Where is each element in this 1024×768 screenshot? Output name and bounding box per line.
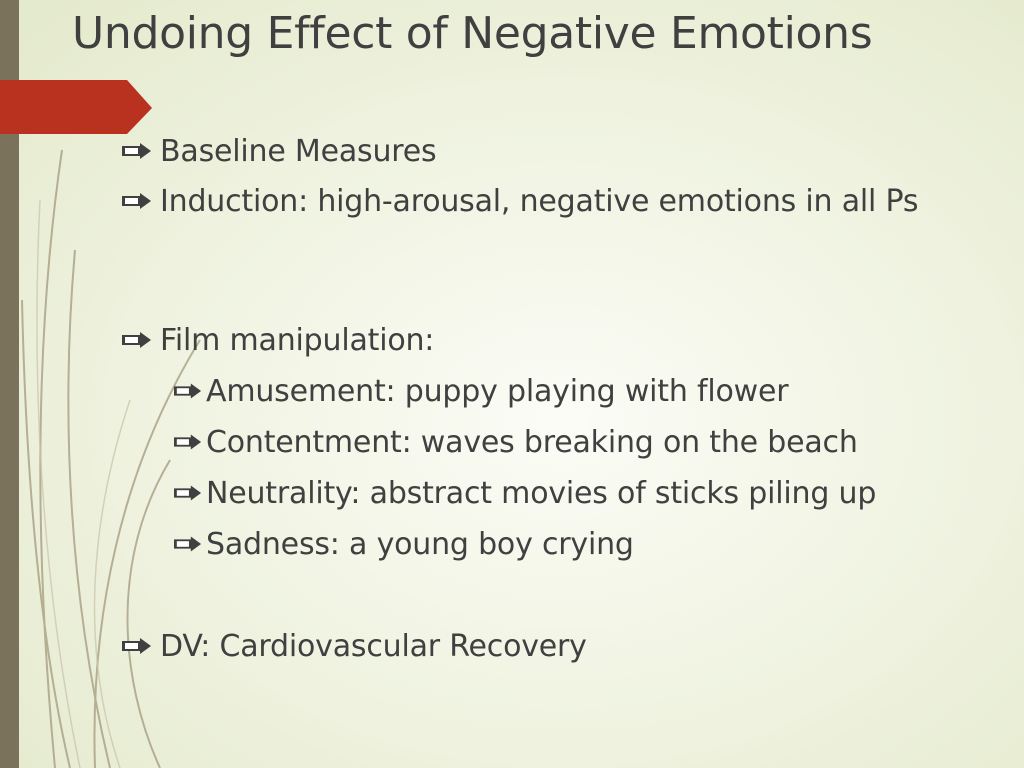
sub-bullet-neutrality-text: Neutrality: abstract movies of sticks piling up bbox=[206, 476, 877, 511]
sub-bullet-amusement bbox=[206, 374, 788, 410]
bullet-induction bbox=[160, 184, 960, 220]
pen-arrow-icon bbox=[122, 142, 152, 160]
title-accent-ribbon bbox=[0, 80, 155, 136]
sub-bullet-contentment bbox=[206, 425, 858, 461]
bullet-induction-text: Induction: high-arousal, negative emotions in all Ps bbox=[160, 184, 919, 219]
pen-arrow-icon bbox=[122, 331, 152, 349]
sub-bullet-sadness-text: Sadness: a young boy crying bbox=[206, 527, 634, 562]
sub-bullet-neutrality bbox=[206, 476, 876, 512]
bullet-baseline-text: Baseline Measures bbox=[160, 134, 437, 169]
sub-bullet-amusement-text: Amusement: puppy playing with flower bbox=[206, 374, 789, 409]
bullet-film bbox=[160, 323, 434, 359]
bullet-film-text: Film manipulation: bbox=[160, 323, 435, 358]
bullet-baseline bbox=[160, 134, 436, 170]
pen-arrow-icon bbox=[174, 535, 202, 553]
pen-arrow-icon bbox=[174, 382, 202, 400]
pen-arrow-icon bbox=[174, 433, 202, 451]
pen-arrow-icon bbox=[122, 637, 152, 655]
pen-arrow-icon bbox=[174, 484, 202, 502]
sub-bullet-sadness bbox=[206, 527, 634, 563]
bullet-dv-text: DV: Cardiovascular Recovery bbox=[160, 629, 587, 664]
slide-title: Undoing Effect of Negative Emotions bbox=[72, 8, 873, 59]
pen-arrow-icon bbox=[122, 192, 152, 210]
bullet-dv bbox=[160, 629, 587, 665]
sub-bullet-contentment-text: Contentment: waves breaking on the beach bbox=[206, 425, 858, 460]
